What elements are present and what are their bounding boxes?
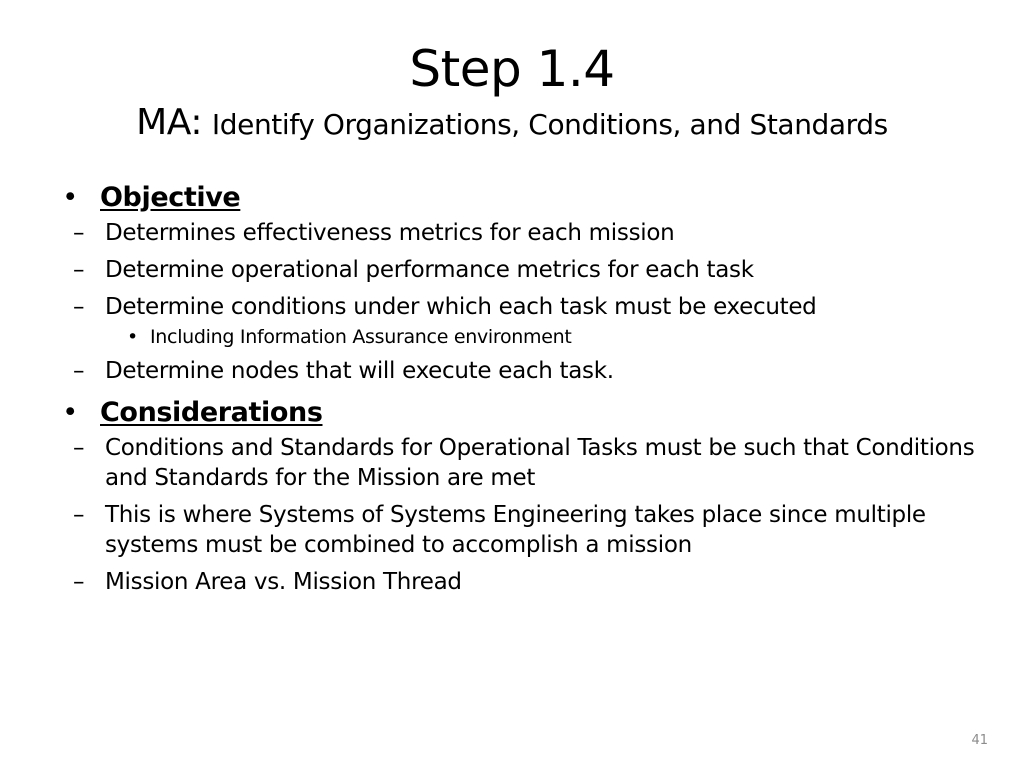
sub-list-item — [60, 324, 980, 350]
section-objective — [60, 178, 980, 218]
dash-icon: – — [73, 435, 85, 461]
list-item — [60, 356, 980, 386]
slide-title: Step 1.4 — [409, 40, 615, 98]
subtitle-prefix: MA: — [136, 102, 203, 143]
list-item-text: Mission Area vs. Mission Thread — [105, 569, 462, 595]
subtitle-text: Identify Organizations, Conditions, and Standards — [211, 108, 888, 141]
page-number: 41 — [971, 733, 988, 748]
sub-list-item-text: Including Information Assurance environment — [150, 326, 572, 348]
dash-icon: – — [73, 294, 85, 320]
section-heading: Objective — [100, 182, 241, 213]
list-item-text: Determine conditions under which each task must be executed — [105, 294, 817, 320]
list-item — [60, 292, 980, 322]
list-item — [60, 433, 980, 493]
section-heading: Considerations — [100, 397, 323, 428]
bullet-list — [60, 178, 980, 597]
list-item-text: Determine operational performance metrics for each task — [105, 257, 754, 283]
list-item-text: Conditions and Standards for Operational Tasks must be such that Conditions and Standards for the Mission are met — [105, 435, 975, 491]
list-item-text: This is where Systems of Systems Engineering takes place since multiple systems must be combined to accomplish a mission — [105, 502, 926, 558]
sub-list — [60, 218, 980, 386]
list-item-text: Determine nodes that will execute each task. — [105, 358, 614, 384]
list-item — [60, 500, 980, 560]
bullet-icon: • — [62, 397, 78, 428]
sub-list — [60, 433, 980, 597]
section-considerations — [60, 393, 980, 433]
slide-body — [60, 178, 980, 604]
dash-icon: – — [73, 502, 85, 528]
bullet-icon: • — [62, 182, 78, 213]
list-item — [60, 218, 980, 248]
list-item — [60, 567, 980, 597]
section-considerations-items — [60, 433, 980, 597]
dash-icon: – — [73, 257, 85, 283]
section-objective-items — [60, 218, 980, 386]
list-item-text: Determines effectiveness metrics for each mission — [105, 220, 675, 246]
slide-subtitle — [40, 100, 984, 148]
dash-icon: – — [73, 569, 85, 595]
title-block — [40, 38, 984, 148]
dash-icon: – — [73, 220, 85, 246]
list-item — [60, 255, 980, 285]
dash-icon: – — [73, 358, 85, 384]
bullet-icon: • — [127, 326, 138, 348]
